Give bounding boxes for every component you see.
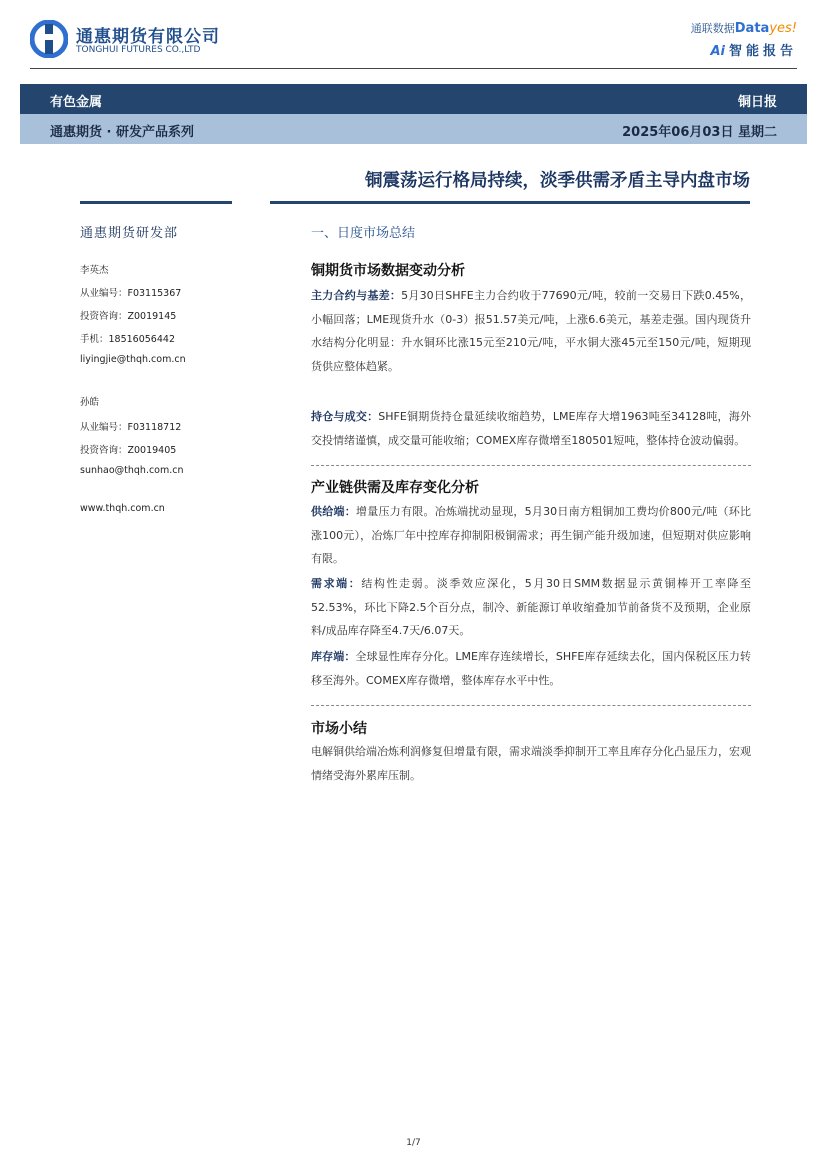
brand-prefix: 通联数据 xyxy=(690,22,735,35)
brand-bottom-line xyxy=(657,40,797,59)
label-demand: 需求端： xyxy=(311,577,362,590)
brand-top-line xyxy=(657,20,797,36)
research-dept: 通惠期货研发部 xyxy=(80,226,179,241)
paragraph-demand xyxy=(311,572,751,643)
series-label: 通惠期货 · 研发产品系列 xyxy=(50,125,194,140)
text-inventory: 全球显性库存分化。LME库存连续增长，SHFE库存延续去化，国内保税区压力转移至海外。COMEX库存微增，整体库存水平中性。 xyxy=(311,650,751,687)
brand-data: Data xyxy=(734,21,770,36)
label-main-contract: 主力合约与基差： xyxy=(311,289,402,302)
paragraph-main-contract xyxy=(311,284,751,378)
sidebar-title-rule xyxy=(80,201,232,204)
label-supply: 供给端： xyxy=(311,505,356,518)
report-date: 2025年06月03日 星期二 xyxy=(622,125,777,140)
section-divider xyxy=(311,465,751,466)
analyst1-consult: 投资咨询：Z0019145 xyxy=(80,311,177,322)
brand-report: 智能报告 xyxy=(728,44,797,59)
subheading-market-summary: 市场小结 xyxy=(311,721,367,737)
subheading-futures-data: 铜期货市场数据变动分析 xyxy=(311,263,465,279)
analyst1-name: 李英杰 xyxy=(80,265,109,276)
section-divider xyxy=(311,705,751,706)
report-type-label: 铜日报 xyxy=(737,95,777,110)
header-divider xyxy=(30,68,797,69)
content-title-rule xyxy=(270,201,750,204)
paragraph-supply xyxy=(311,500,751,571)
text-demand: 结构性走弱。淡季效应深化，5月30日SMM数据显示黄铜棒开工率降至52.53%，环比下降2.5个百分点，制冷、新能源订单收缩叠加节前备货不及预期，企业原料/成品库存降至4.7天/6.07天。 xyxy=(311,577,751,637)
category-label: 有色金属 xyxy=(50,95,103,110)
text-positions: SHFE铜期货持仓量延续收缩趋势，LME库存大增1963吨至34128吨，海外交投情绪谨慎，成交量可能收缩；COMEX库存微增至180501短吨，整体持仓波动偏弱。 xyxy=(311,410,751,447)
page-number: 1/7 xyxy=(406,1138,421,1148)
text-main-contract: 5月30日SHFE主力合约收于77690元/吨，较前一交易日下跌0.45%，小幅回落；LME现货升水（0-3）报51.57美元/吨，上涨6.6美元，基差走强。国内现货升水结构分化明显：升水铜环比涨15元至210元/吨，平水铜大涨45元至150元/吨，短期现货供应整体趋紧。 xyxy=(311,289,751,373)
analyst1-phone: 手机：18516056442 xyxy=(80,334,175,345)
analyst2-consult: 投资咨询：Z0019405 xyxy=(80,445,177,456)
paragraph-positions xyxy=(311,405,751,452)
analyst1-license: 从业编号：F03115367 xyxy=(80,288,182,299)
label-inventory: 库存端： xyxy=(311,650,356,663)
text-supply: 增量压力有限。冶炼端扰动显现，5月30日南方粗铜加工费均价800元/吨（环比涨100元），冶炼厂年中控库存抑制阳极铜需求；再生铜产能升级加速，但短期对供应影响有限。 xyxy=(311,505,751,565)
analyst2-license: 从业编号：F03118712 xyxy=(80,422,182,433)
analyst2-email[interactable]: sunhao@thqh.com.cn xyxy=(80,465,184,476)
company-name-cn: 通惠期货有限公司 xyxy=(76,27,220,47)
report-title: 铜震荡运行格局持续，淡季供需矛盾主导内盘市场 xyxy=(365,171,750,191)
label-positions: 持仓与成交： xyxy=(311,410,379,423)
datayes-brand xyxy=(657,20,797,59)
series-banner xyxy=(20,114,807,144)
brand-ai: Ai xyxy=(710,44,725,59)
analyst2-name: 孙皓 xyxy=(80,397,100,408)
company-website[interactable]: www.thqh.com.cn xyxy=(80,503,165,514)
brand-yes: yes! xyxy=(769,21,797,36)
paragraph-inventory xyxy=(311,645,751,692)
subheading-supply-demand: 产业链供需及库存变化分析 xyxy=(311,480,479,496)
analyst-sidebar xyxy=(80,222,240,514)
analyst1-email[interactable]: liyingjie@thqh.com.cn xyxy=(80,354,186,365)
company-logo-icon xyxy=(30,20,68,58)
paragraph-market-summary: 电解铜供给端冶炼利润修复但增量有限，需求端淡季抑制开工率且库存分化凸显压力，宏观情绪受海外累库压制。 xyxy=(311,745,751,782)
company-name-en: TONGHUI FUTURES CO.,LTD xyxy=(76,45,201,55)
company-logo xyxy=(30,20,230,60)
section-daily-summary: 一、日度市场总结 xyxy=(311,226,416,241)
category-banner xyxy=(20,84,807,114)
